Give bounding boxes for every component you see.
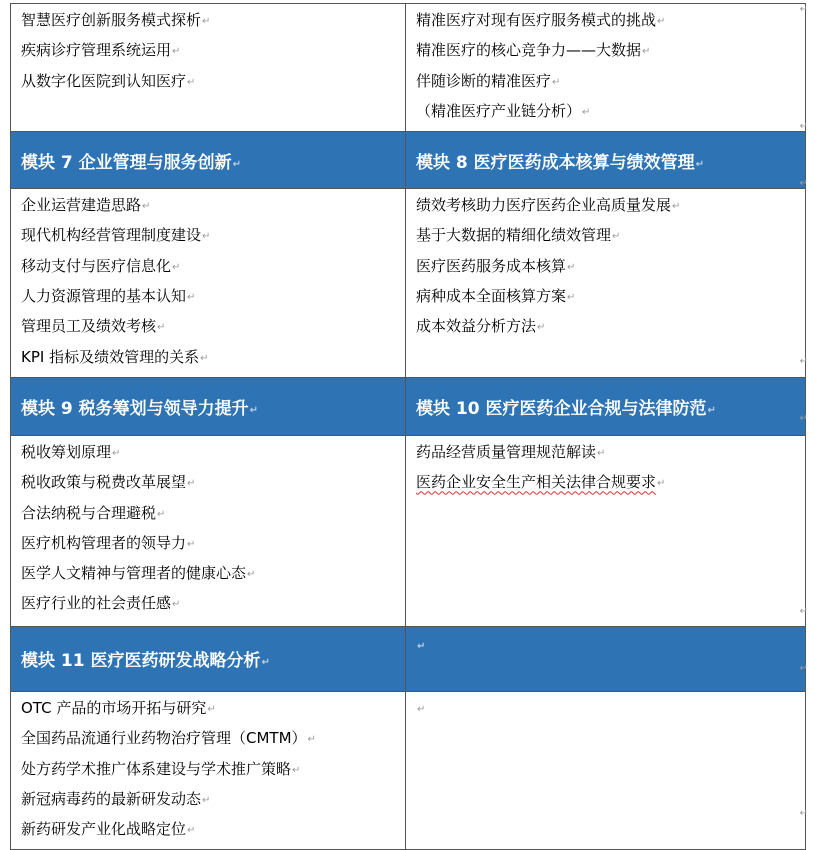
- empty-header-cell: [406, 626, 806, 691]
- paragraph-mark-icon: ↵: [552, 76, 561, 88]
- module-9-header: 模块 9 税务筹划与领导力提升↵: [11, 377, 406, 435]
- empty-content-cell: [406, 691, 806, 849]
- paragraph-mark-icon: ↵: [642, 46, 651, 58]
- module-9-topics-cell: [11, 435, 406, 626]
- paragraph-mark-icon: ↵: [202, 794, 211, 806]
- list-item: 从数字化医院到认知医疗↵: [21, 71, 196, 90]
- paragraph-mark-icon: ↵: [172, 261, 181, 273]
- list-item: 药品经营质量管理规范解读↵: [416, 442, 606, 461]
- right-cell-top: [406, 4, 806, 132]
- curriculum-table: [10, 3, 806, 850]
- module-header-row-11: [11, 626, 806, 691]
- row-end-mark-icon: ↵: [799, 4, 808, 15]
- paragraph-mark-icon: ↵: [417, 703, 426, 715]
- paragraph-mark-icon: ↵: [142, 201, 151, 213]
- left-cell-top: [11, 4, 406, 132]
- module-7-header: 模块 7 企业管理与服务创新↵: [11, 132, 406, 189]
- paragraph-mark-icon: ↵: [112, 447, 121, 459]
- list-item: （精准医疗产业链分析）↵: [416, 101, 591, 120]
- list-item: 税收政策与税费改革展望↵: [21, 473, 196, 492]
- paragraph-mark-icon: ↵: [187, 538, 196, 550]
- content-row-top: [11, 4, 806, 132]
- module-8-header: 模块 8 医疗医药成本核算与绩效管理↵: [406, 132, 806, 189]
- list-item: 医学人文精神与管理者的健康心态↵: [21, 564, 256, 583]
- paragraph-mark-icon: ↵: [207, 703, 216, 715]
- list-item: 伴随诊断的精准医疗↵: [416, 71, 561, 90]
- row-end-mark-icon: ↵: [799, 121, 808, 132]
- paragraph-mark-icon: ↵: [567, 261, 576, 273]
- paragraph-mark-icon: ↵: [157, 508, 166, 520]
- list-item: 现代机构经营管理制度建设↵: [21, 226, 211, 245]
- list-item: 精准医疗对现有医疗服务模式的挑战↵: [416, 11, 666, 29]
- paragraph-mark-icon: ↵: [657, 16, 666, 27]
- paragraph-mark-icon: ↵: [200, 352, 209, 364]
- list-item: 新冠病毒药的最新研发动态↵: [21, 789, 211, 808]
- paragraph-mark-icon: ↵: [202, 231, 211, 243]
- list-item: 处方药学术推广体系建设与学术推广策略↵: [21, 759, 301, 778]
- list-item: 新药研发产业化战略定位↵: [21, 820, 196, 839]
- topic-list-top-right: [406, 4, 805, 131]
- row-end-mark-icon: ↵: [799, 606, 808, 617]
- list-item: 管理员工及绩效考核↵: [21, 317, 166, 336]
- row-end-mark-icon: ↵: [799, 356, 808, 367]
- paragraph-mark-icon: ↵: [307, 734, 316, 746]
- module-11-topics-cell: [11, 691, 406, 849]
- content-row-9-10: [11, 435, 806, 626]
- module-11-header: 模块 11 医疗医药研发战略分析↵: [11, 626, 406, 691]
- module-8-topic-list: [406, 189, 805, 346]
- paragraph-mark-icon: ↵: [247, 569, 256, 581]
- list-item: [416, 468, 805, 498]
- paragraph-mark-icon: ↵: [187, 478, 196, 490]
- list-item: 医疗机构管理者的领导力↵: [21, 533, 196, 552]
- list-item: 税收筹划原理↵: [21, 442, 121, 461]
- paragraph-mark-icon: ↵: [582, 106, 591, 118]
- paragraph-mark-icon: ↵: [672, 201, 681, 213]
- content-row-11: [11, 691, 806, 849]
- row-end-mark-icon: ↵: [799, 808, 808, 819]
- list-item: 成本效益分析方法↵: [416, 317, 546, 336]
- topic-list-top-left: [11, 4, 405, 101]
- list-item: 精准医疗的核心竞争力——大数据↵: [416, 41, 651, 60]
- paragraph-mark-icon: ↵: [249, 404, 259, 416]
- module-10-header: 模块 10 医疗医药企业合规与法律防范↵: [406, 377, 806, 435]
- module-9-topic-list: [11, 436, 405, 624]
- paragraph-mark-icon: ↵: [612, 231, 621, 243]
- list-item: 人力资源管理的基本认知↵: [21, 287, 196, 306]
- module-header-row-7-8: [11, 132, 806, 189]
- list-item: 全国药品流通行业药物治疗管理（CMTM）↵: [21, 729, 316, 748]
- list-item: 智慧医疗创新服务模式探析↵: [21, 11, 211, 29]
- list-item: 绩效考核助力医疗医药企业高质量发展↵: [416, 196, 681, 215]
- row-end-mark-icon: ↵: [799, 413, 808, 424]
- paragraph-mark-icon: ↵: [187, 292, 196, 304]
- paragraph-mark-icon: ↵: [695, 158, 705, 170]
- row-end-mark-icon: ↵: [799, 178, 808, 189]
- list-item: 病种成本全面核算方案↵: [416, 287, 576, 306]
- row-end-mark-icon: ↵: [799, 663, 808, 674]
- paragraph-mark-icon: ↵: [292, 764, 301, 776]
- list-item: 合法纳税与合理避税↵: [21, 503, 166, 522]
- paragraph-mark-icon: ↵: [172, 46, 181, 58]
- module-11-topic-list: [11, 692, 405, 849]
- list-item: OTC 产品的市场开拓与研究↵: [21, 698, 216, 717]
- paragraph-mark-icon: ↵: [172, 599, 181, 611]
- paragraph-mark-icon: ↵: [707, 404, 716, 416]
- paragraph-mark-icon: ↵: [232, 158, 242, 170]
- paragraph-mark-icon: ↵: [567, 292, 576, 304]
- module-8-topics-cell: [406, 189, 806, 378]
- paragraph-mark-icon: ↵: [657, 478, 666, 490]
- paragraph-mark-icon: ↵: [187, 76, 196, 88]
- list-item: KPI 指标及绩效管理的关系↵: [21, 347, 209, 366]
- paragraph-mark-icon: ↵: [187, 825, 196, 837]
- content-row-7-8: [11, 189, 806, 378]
- paragraph-mark-icon: ↵: [597, 447, 606, 459]
- module-header-row-9-10: [11, 377, 806, 435]
- paragraph-mark-icon: ↵: [537, 322, 546, 334]
- paragraph-mark-icon: ↵: [202, 16, 211, 27]
- list-item: 企业运营建造思路↵: [21, 196, 151, 215]
- list-item: 医疗医药服务成本核算↵: [416, 256, 576, 275]
- list-item: 医疗行业的社会责任感↵: [21, 594, 181, 613]
- module-7-topic-list: [11, 189, 405, 377]
- list-item: 基于大数据的精细化绩效管理↵: [416, 226, 621, 245]
- paragraph-mark-icon: ↵: [261, 657, 270, 669]
- module-10-topic-list: [406, 436, 805, 503]
- spellcheck-flagged-text: 医药企业安全生产相关法律合规要求: [416, 473, 657, 492]
- module-10-topics-cell: [406, 435, 806, 626]
- paragraph-mark-icon: ↵: [417, 640, 426, 652]
- paragraph-mark-icon: ↵: [157, 322, 166, 334]
- module-7-topics-cell: [11, 189, 406, 378]
- list-item: 移动支付与医疗信息化↵: [21, 256, 181, 275]
- list-item: 疾病诊疗管理系统运用↵: [21, 41, 181, 60]
